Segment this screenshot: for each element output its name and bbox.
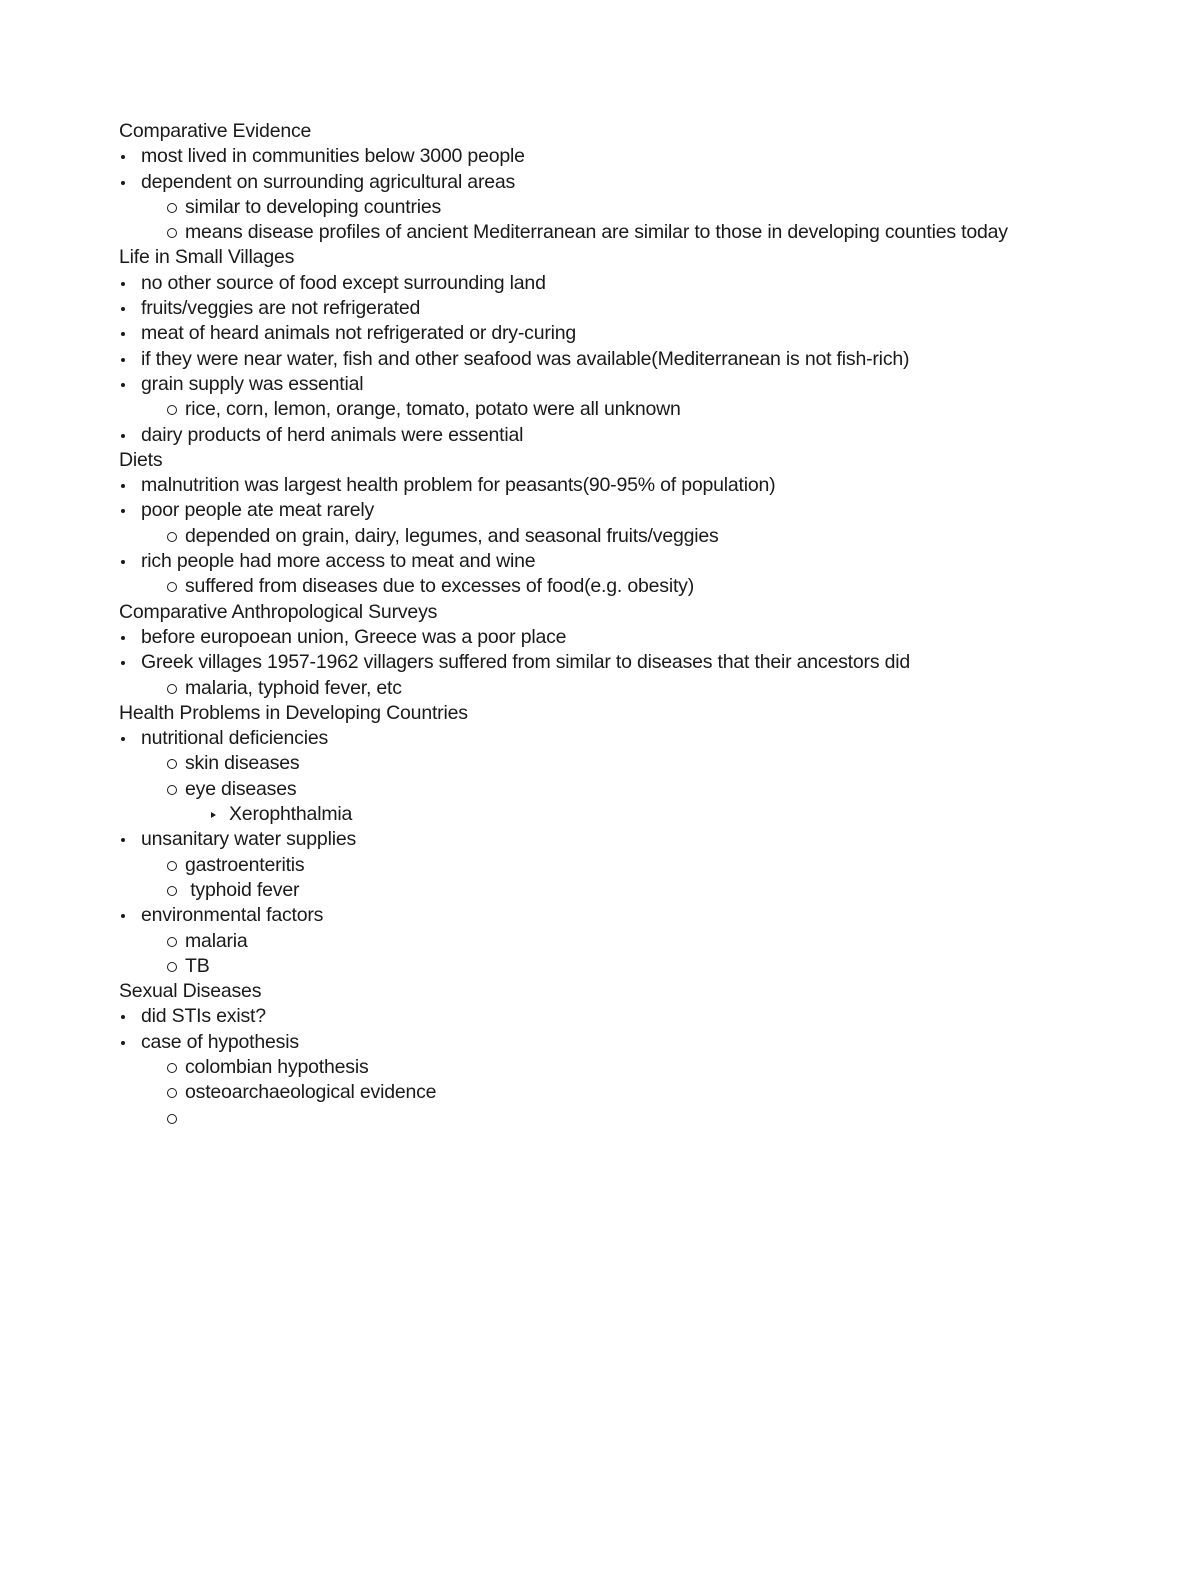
sub-bullet-item — [119, 524, 1079, 549]
document-body — [119, 119, 1079, 1131]
bullet-item — [119, 321, 1079, 346]
bullet-text: if they were near water, fish and other seafood was available(Mediterranean is not fish-rich) — [141, 347, 910, 370]
sub-bullet-text: skin diseases — [185, 752, 300, 775]
bullet-text: no other source of food except surrounding land — [141, 271, 546, 294]
bullet-item — [119, 498, 1079, 523]
sub-sub-bullet-item — [119, 802, 1079, 827]
sub-bullet-text: typhoid fever — [185, 878, 300, 901]
bullet-item — [119, 271, 1079, 296]
sub-bullet-item — [119, 195, 1079, 220]
sub-bullet-item — [119, 929, 1079, 954]
bullet-text: rich people had more access to meat and wine — [141, 550, 536, 573]
bullet-text: before europoean union, Greece was a poor place — [141, 625, 567, 648]
sub-bullet-item — [119, 751, 1079, 776]
bullet-item — [119, 372, 1079, 397]
sub-bullet-item — [119, 878, 1079, 903]
bullet-text: unsanitary water supplies — [141, 828, 357, 851]
bullet-text: fruits/veggies are not refrigerated — [141, 297, 421, 320]
bullet-text: environmental factors — [141, 904, 324, 927]
bullet-item — [119, 726, 1079, 751]
bullet-item — [119, 423, 1079, 448]
sub-bullet-text: TB — [185, 954, 210, 977]
bullet-item — [119, 1004, 1079, 1029]
bullet-text: grain supply was essential — [141, 372, 364, 395]
sub-bullet-text: gastroenteritis — [185, 853, 305, 876]
sub-bullet-text: depended on grain, dairy, legumes, and seasonal fruits/veggies — [185, 524, 719, 547]
bullet-text: case of hypothesis — [141, 1030, 299, 1053]
bullet-item — [119, 625, 1079, 650]
bullet-item — [119, 650, 1079, 675]
sub-bullet-text: suffered from diseases due to excesses of food(e.g. obesity) — [185, 575, 695, 598]
sub-sub-bullet-text: Xerophthalmia — [229, 803, 353, 826]
bullet-item — [119, 473, 1079, 498]
section-heading: Health Problems in Developing Countries — [119, 701, 468, 724]
bullet-item — [119, 144, 1079, 169]
bullet-text: did STIs exist? — [141, 1005, 266, 1028]
sub-bullet-text: eye diseases — [185, 777, 297, 800]
bullet-item — [119, 170, 1079, 195]
sub-bullet-text: rice, corn, lemon, orange, tomato, potato were all unknown — [185, 398, 681, 421]
sub-bullet-item — [119, 954, 1079, 979]
bullet-text: meat of heard animals not refrigerated or dry-curing — [141, 322, 577, 345]
bullet-item — [119, 296, 1079, 321]
sub-bullet-item — [119, 397, 1079, 422]
sub-bullet-text: similar to developing countries — [185, 195, 442, 218]
bullet-text: nutritional deficiencies — [141, 727, 329, 750]
bullet-item — [119, 549, 1079, 574]
section-heading: Life in Small Villages — [119, 246, 295, 269]
bullet-text: dairy products of herd animals were essential — [141, 423, 524, 446]
section-heading: Diets — [119, 448, 163, 471]
bullet-text: poor people ate meat rarely — [141, 499, 375, 522]
section-heading: Comparative Anthropological Surveys — [119, 600, 438, 623]
bullet-text: most lived in communities below 3000 people — [141, 145, 525, 168]
sub-bullet-text: means disease profiles of ancient Mediterranean are similar to those in developing counties today — [185, 221, 1008, 244]
bullet-text: dependent on surrounding agricultural areas — [141, 170, 516, 193]
bullet-item — [119, 1030, 1079, 1055]
sub-bullet-text: colombian hypothesis — [185, 1055, 369, 1078]
bullet-text: malnutrition was largest health problem for peasants(90-95% of population) — [141, 474, 776, 497]
section-heading: Comparative Evidence — [119, 120, 312, 142]
sub-bullet-item — [119, 777, 1079, 802]
bullet-item — [119, 827, 1079, 852]
bullet-item — [119, 903, 1079, 928]
sub-bullet-item — [119, 1055, 1079, 1080]
sub-bullet-item — [119, 676, 1079, 701]
sub-bullet-text: osteoarchaeological evidence — [185, 1081, 437, 1104]
sub-bullet-item — [119, 220, 1085, 245]
sub-bullet-item — [119, 1080, 1079, 1105]
sub-bullet-text: malaria, typhoid fever, etc — [185, 676, 402, 699]
bullet-text: Greek villages 1957-1962 villagers suffered from similar to diseases that their ancestors did — [141, 651, 911, 674]
sub-bullet-text: malaria — [185, 929, 248, 952]
sub-bullet-item — [119, 853, 1079, 878]
bullet-item — [119, 347, 1079, 372]
section-heading: Sexual Diseases — [119, 980, 262, 1003]
sub-bullet-item — [119, 1106, 1079, 1131]
sub-bullet-item — [119, 574, 1079, 599]
